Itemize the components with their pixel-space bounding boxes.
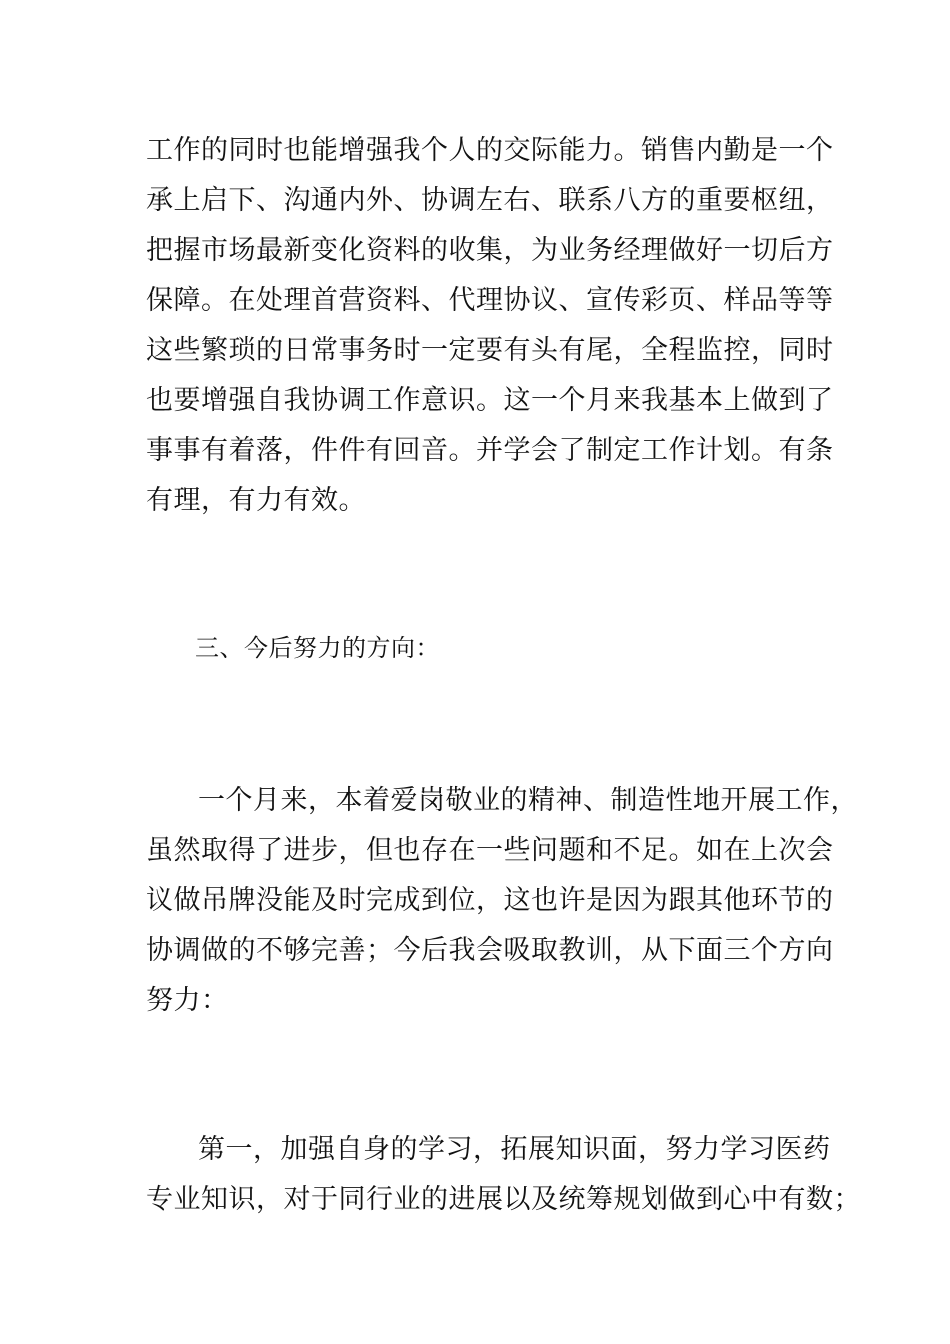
paragraph-line: 承上启下、沟通内外、协调左右、联系八方的重要枢纽， — [146, 185, 834, 216]
paragraph-line: 协调做的不够完善；今后我会吸取教训，从下面三个方向 — [146, 935, 834, 966]
section-heading: 三、今后努力的方向： — [195, 634, 440, 662]
paragraph-line: 事事有着落，件件有回音。并学会了制定工作计划。有条 — [146, 435, 834, 466]
paragraph-line: 专业知识，对于同行业的进展以及统筹规划做到心中有数； — [146, 1184, 861, 1215]
paragraph-line: 虽然取得了进步，但也存在一些问题和不足。如在上次会 — [146, 835, 834, 866]
paragraph-line: 把握市场最新变化资料的收集，为业务经理做好一切后方 — [146, 235, 834, 266]
paragraph-line: 议做吊牌没能及时完成到位，这也许是因为跟其他环节的 — [146, 885, 834, 916]
paragraph-line: 也要增强自我协调工作意识。这一个月来我基本上做到了 — [146, 385, 834, 416]
paragraph-line: 这些繁琐的日常事务时一定要有头有尾，全程监控，同时 — [146, 335, 834, 366]
paragraph-line: 工作的同时也能增强我个人的交际能力。销售内勤是一个 — [146, 135, 834, 166]
paragraph-line: 有理，有力有效。 — [146, 485, 366, 516]
paragraph-line: 一个月来，本着爱岗敬业的精神、制造性地开展工作， — [198, 785, 858, 816]
paragraph-line: 保障。在处理首营资料、代理协议、宣传彩页、样品等等 — [146, 285, 834, 316]
paragraph-line: 第一，加强自身的学习，拓展知识面，努力学习医药 — [198, 1134, 831, 1165]
paragraph-line: 努力： — [146, 985, 229, 1016]
